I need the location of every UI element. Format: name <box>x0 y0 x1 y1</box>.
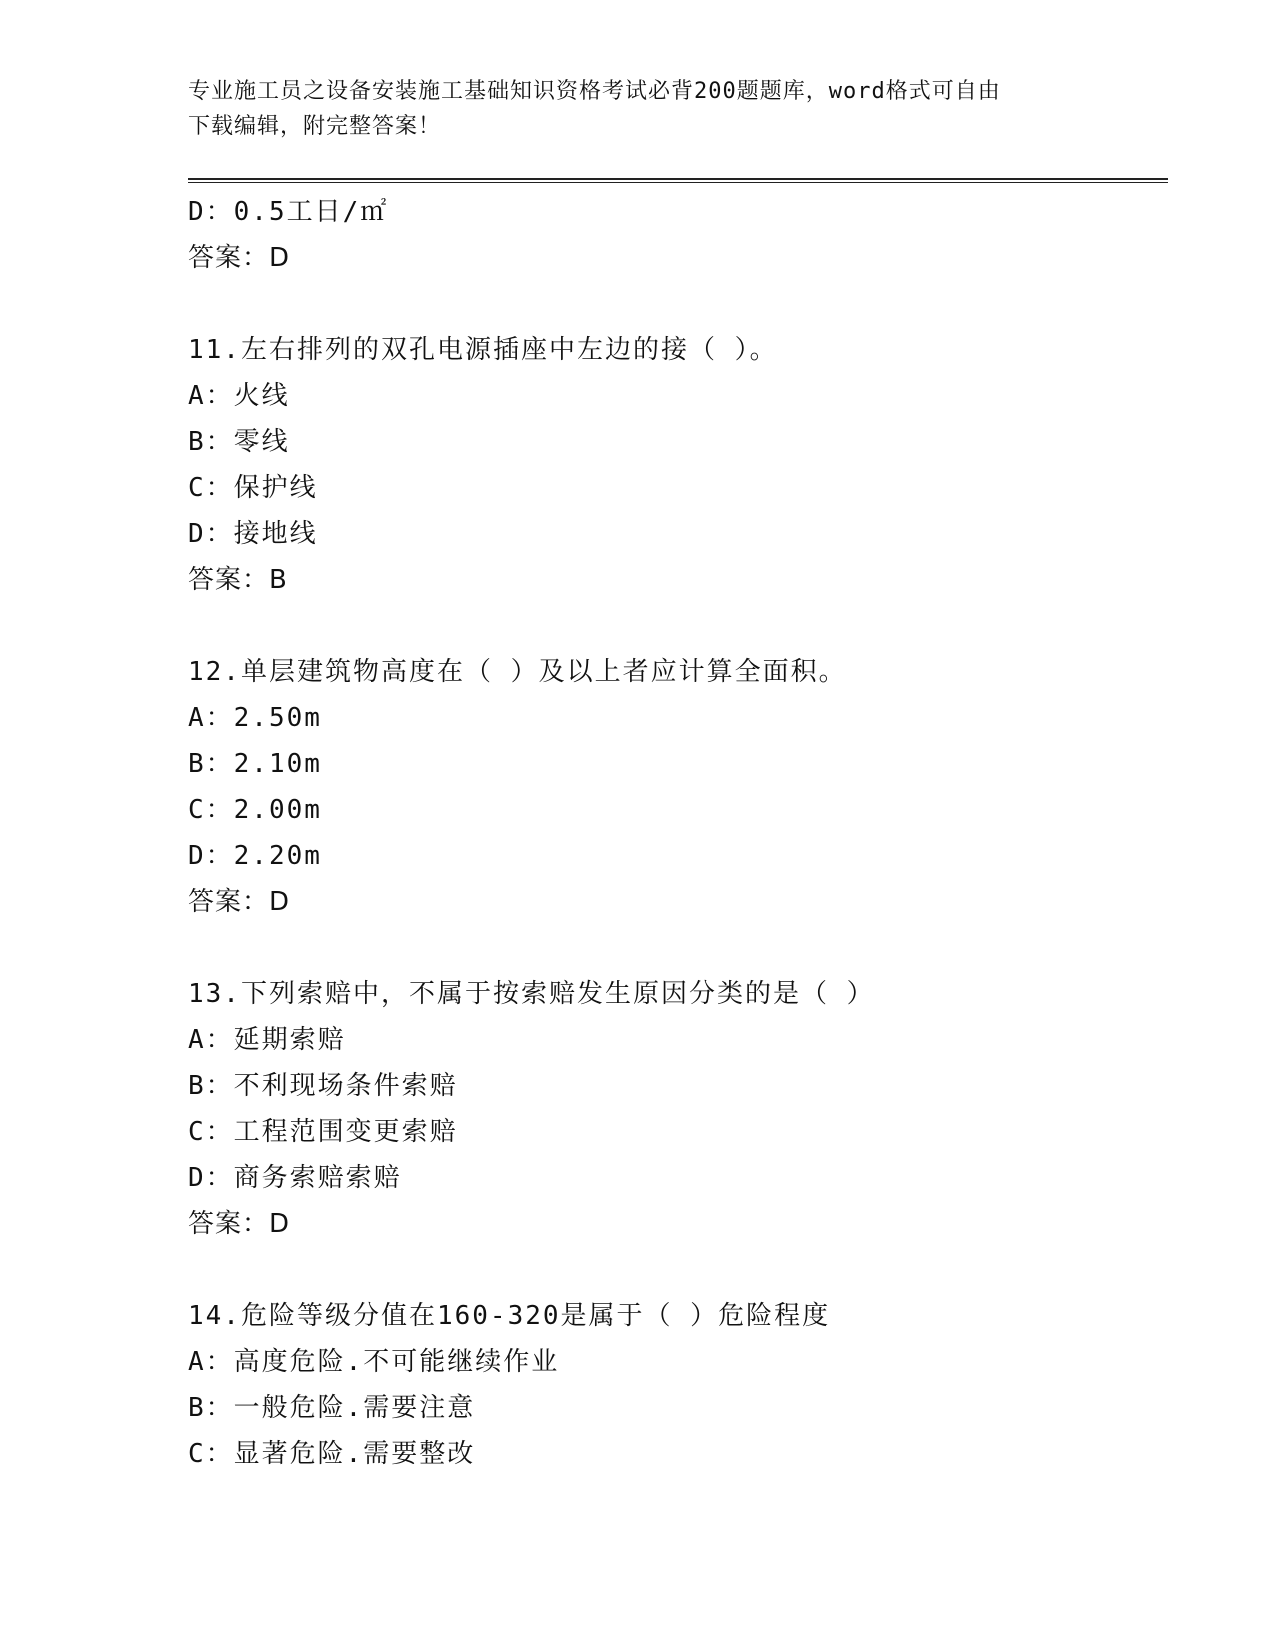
question-stem: 13.下列索赔中，不属于按索赔发生原因分类的是（ ） <box>188 979 875 1009</box>
option-b: B：一般危险.需要注意 <box>188 1393 476 1423</box>
option-a: A：2.50m <box>188 703 322 733</box>
spacer <box>188 281 1168 327</box>
question-list <box>188 189 1168 1477</box>
question-stem: 14.危险等级分值在160-320是属于（ ）危险程度 <box>188 1301 831 1331</box>
spacer <box>188 1247 1168 1293</box>
question-12 <box>188 649 1168 925</box>
option-c: C：保护线 <box>188 473 318 503</box>
answer: 答案：D <box>188 887 291 917</box>
option-d: D：2.20m <box>188 841 322 871</box>
spacer <box>188 925 1168 971</box>
question-stem: 11.左右排列的双孔电源插座中左边的接（ ）。 <box>188 335 778 365</box>
header-divider <box>188 178 1168 183</box>
header-title-line-2: 下载编辑，附完整答案！ <box>188 114 442 139</box>
option-b: B：2.10m <box>188 749 322 779</box>
answer: 答案：D <box>188 1209 291 1239</box>
answer: 答案：D <box>188 243 291 273</box>
option-b: B：不利现场条件索赔 <box>188 1071 458 1101</box>
option-a: A：火线 <box>188 381 290 411</box>
question-14 <box>188 1293 1168 1477</box>
document-header <box>188 74 1088 144</box>
option-b: B：零线 <box>188 427 290 457</box>
question-11 <box>188 327 1168 603</box>
option-a: A：高度危险.不可能继续作业 <box>188 1347 560 1377</box>
document-page <box>188 0 1168 1650</box>
option-d: D：接地线 <box>188 519 318 549</box>
answer: 答案：B <box>188 565 288 595</box>
question-stem: 12.单层建筑物高度在（ ）及以上者应计算全面积。 <box>188 657 847 687</box>
option-c: C：2.00m <box>188 795 322 825</box>
option-d: D：0.5工日/㎡ <box>188 197 389 227</box>
question-13 <box>188 971 1168 1247</box>
option-d: D：商务索赔索赔 <box>188 1163 402 1193</box>
option-c: C：工程范围变更索赔 <box>188 1117 458 1147</box>
spacer <box>188 603 1168 649</box>
option-c: C：显著危险.需要整改 <box>188 1439 476 1469</box>
option-a: A：延期索赔 <box>188 1025 346 1055</box>
header-title-line-1: 专业施工员之设备安装施工基础知识资格考试必背200题题库，word格式可自由 <box>188 79 1001 104</box>
